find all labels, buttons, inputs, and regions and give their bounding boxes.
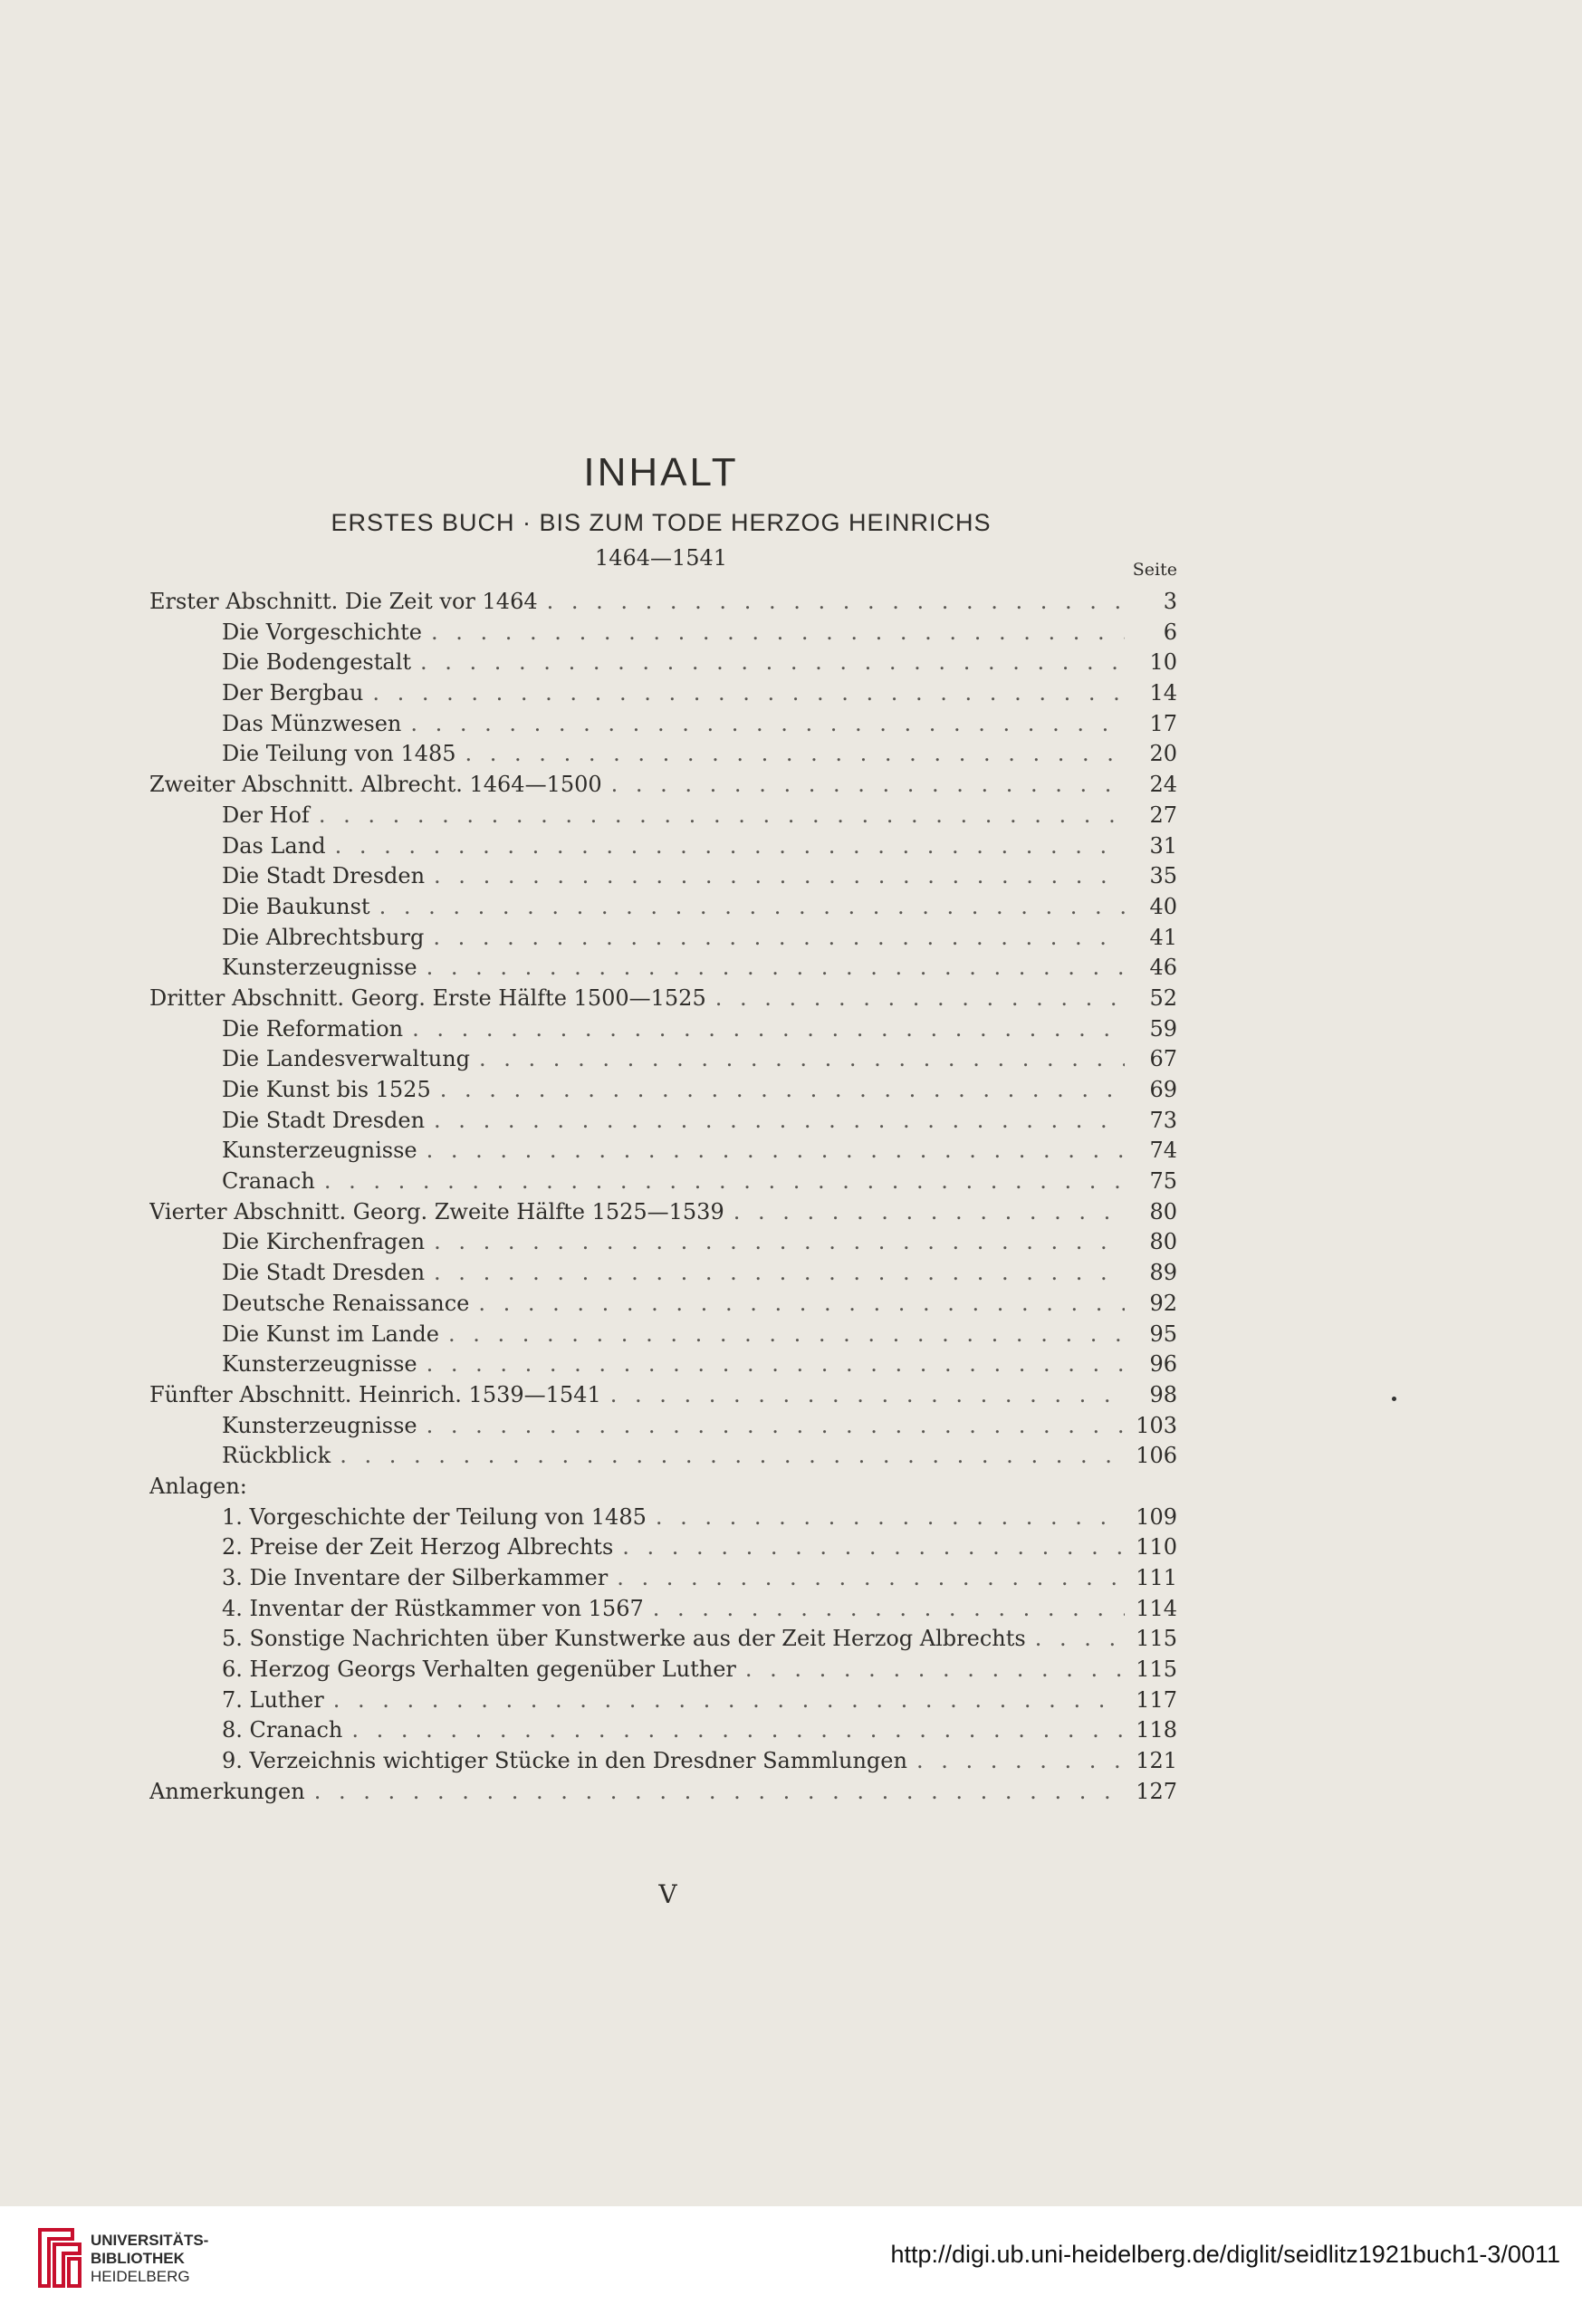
toc-leader-dots [427,1351,1125,1377]
toc-leader-dots [340,1443,1125,1468]
toc-entry-label: Die Landesverwaltung [222,1046,471,1072]
toc-entry [149,1077,1177,1108]
toc-leader-dots [433,925,1125,950]
toc-entry [149,1687,1177,1718]
toc-entry [149,1046,1177,1077]
toc-entry-label: Kunsterzeugnisse [222,955,417,981]
toc-entry-page: 80 [1149,1198,1177,1224]
toc-entry-page: 92 [1149,1290,1177,1316]
toc-entry-label: Der Hof [222,802,310,828]
toc-entry-page: 31 [1149,832,1177,859]
toc-entry [149,1413,1177,1444]
toc-entry [149,1534,1177,1565]
toc-entry-label: Zweiter Abschnitt. Albrecht. 1464—1500 [149,772,602,798]
toc-leader-dots [656,1504,1125,1530]
toc-entry-page: 73 [1149,1107,1177,1133]
toc-leader-dots [427,955,1125,980]
toc-entry-page: 24 [1149,772,1177,798]
toc-entry-page: 27 [1149,802,1177,828]
toc-entry [149,649,1177,680]
toc-entry [149,1382,1177,1413]
toc-entry-label: Vierter Abschnitt. Georg. Zweite Hälfte 1525—1539 [149,1198,724,1224]
toc-leader-dots [479,1046,1125,1071]
toc-leader-dots [733,1199,1125,1224]
toc-leader-dots [431,619,1125,645]
toc-entry-label: 7. Luther [222,1686,324,1713]
toc-entry-label: Kunsterzeugnisse [222,1351,417,1378]
toc-entry [149,863,1177,894]
toc-entry-page: 6 [1163,619,1177,645]
toc-leader-dots [611,772,1125,797]
toc-entry-label: Die Albrechtsburg [222,924,425,950]
toc-entry-page: 110 [1136,1534,1177,1561]
toc-leader-dots [351,1717,1125,1743]
toc-entry-page: 117 [1136,1686,1177,1713]
toc-entry-label: Der Bergbau [222,680,364,706]
toc-entry [149,1260,1177,1291]
toc-entry [149,1108,1177,1138]
heidelberg-library-logo-icon [36,2226,83,2290]
toc-entry [149,1657,1177,1687]
page-column-label: Seite [1132,560,1177,580]
toc-entry [149,1321,1177,1352]
toc-entry-label: Die Kunst im Lande [222,1320,439,1347]
toc-entry-label: 4. Inventar der Rüstkammer von 1567 [222,1595,644,1621]
toc-leader-dots [420,649,1125,675]
library-name-line2: BIBLIOTHEK [91,2250,185,2267]
toc-entry-page: 40 [1149,893,1177,919]
toc-leader-dots [434,1229,1125,1254]
toc-leader-dots [319,802,1125,828]
toc-entry-label: Kunsterzeugnisse [222,1412,417,1438]
toc-leader-dots [427,1413,1125,1438]
toc-entry [149,1717,1177,1748]
toc-entry-label: 6. Herzog Georgs Verhalten gegenüber Luther [222,1657,736,1683]
toc-entry-label: Die Stadt Dresden [222,863,426,889]
toc-entry-page: 115 [1136,1626,1177,1652]
toc-entry-label: Die Kunst bis 1525 [222,1077,431,1102]
toc-leader-dots [617,1565,1125,1590]
toc-entry [149,985,1177,1016]
toc-entry [149,589,1177,619]
toc-entry-page: 35 [1149,863,1177,889]
toc-leader-dots [434,863,1125,888]
page-number: V [658,1879,677,1909]
source-url[interactable]: http://digi.ub.uni-heidelberg.de/diglit/seidlitz1921buch1-3/0011 [890,2241,1560,2268]
toc-entry [149,925,1177,956]
toc-leader-dots [745,1657,1125,1682]
library-name [91,2232,208,2286]
toc-entry [149,772,1177,802]
book-subtitle: ERSTES BUCH · BIS ZUM TODE HERZOG HEINRICHS [331,509,992,536]
toc-entry [149,1199,1177,1230]
library-name-line3: HEIDELBERG [91,2268,190,2285]
toc-entry-page: 41 [1149,924,1177,950]
toc-entry [149,1565,1177,1596]
toc-entry-label: Die Stadt Dresden [222,1260,426,1286]
toc-entry-page: 59 [1149,1015,1177,1042]
toc-entry-page: 74 [1149,1138,1177,1164]
toc-leader-dots [314,1779,1125,1804]
toc-leader-dots [434,1260,1125,1285]
toc-entry [149,1748,1177,1779]
toc-entry-label: Die Vorgeschichte [222,619,423,645]
toc-entry-page: 127 [1136,1778,1177,1804]
toc-entry [149,1443,1177,1474]
toc-entry [149,1168,1177,1199]
toc-entry-page: 52 [1149,984,1177,1011]
toc-leader-dots [427,1138,1125,1163]
toc-entry [149,1138,1177,1168]
toc-entry-page: 109 [1136,1503,1177,1530]
toc-entry-label: 3. Die Inventare der Silberkammer [222,1565,609,1590]
toc-entry-label: Die Kirchenfragen [222,1229,426,1255]
toc-leader-dots [465,741,1125,766]
toc-leader-dots [335,833,1125,859]
toc-leader-dots [448,1321,1125,1347]
toc-entry-page: 89 [1149,1260,1177,1286]
toc-entry-page: 80 [1149,1229,1177,1255]
toc-entry-label: 5. Sonstige Nachrichten über Kunstwerke aus der Zeit Herzog Albrechts [222,1626,1026,1652]
toc-entry-label: Rückblick [222,1443,331,1469]
toc-entry-label: Die Baukunst [222,893,370,919]
toc-entry-label: Dritter Abschnitt. Georg. Erste Hälfte 1500—1525 [149,984,706,1011]
toc-leader-dots [410,711,1125,736]
toc-entry-page: 95 [1149,1320,1177,1347]
toc-entry-label: Erster Abschnitt. Die Zeit vor 1464 [149,589,538,614]
toc-entry-page: 67 [1149,1046,1177,1072]
toc-entry-page: 20 [1149,741,1177,767]
toc-entry-label: Kunsterzeugnisse [222,1138,417,1164]
toc-entry [149,1351,1177,1382]
toc-entry [149,619,1177,650]
toc-leader-dots [622,1534,1125,1560]
toc-entry-label: 1. Vorgeschichte der Teilung von 1485 [222,1503,647,1530]
toc-entry-label: 8. Cranach [222,1717,343,1743]
toc-leader-dots [440,1077,1125,1102]
toc-entry-page: 114 [1136,1595,1177,1621]
toc-leader-dots [478,1291,1125,1316]
toc-entry-page: 118 [1136,1717,1177,1743]
toc-entry-label: Fünfter Abschnitt. Heinrich. 1539—1541 [149,1381,601,1407]
toc-entry [149,1291,1177,1321]
library-name-line1: UNIVERSITÄTS- [91,2232,209,2249]
toc-entry-label: Das Land [222,832,326,859]
toc-entry [149,1504,1177,1535]
toc-entry [149,894,1177,925]
toc-entry [149,741,1177,772]
toc-entry [149,833,1177,864]
toc-entry-page: 106 [1136,1443,1177,1469]
toc-entry-page: 69 [1149,1077,1177,1102]
toc-entry-label: Die Stadt Dresden [222,1107,426,1133]
toc-leader-dots [547,589,1125,614]
toc-entry [149,1596,1177,1627]
toc-entry-page: 96 [1149,1351,1177,1378]
toc-entry-label: Die Reformation [222,1015,404,1042]
toc-leader-dots [412,1016,1125,1042]
toc-entry-label: Anlagen: [149,1473,247,1499]
toc-entry [149,1474,1177,1504]
page-title: INHALT [583,450,739,495]
toc-leader-dots [653,1596,1125,1621]
toc-entry [149,1779,1177,1810]
toc-entry-page: 75 [1149,1168,1177,1195]
toc-leader-dots [610,1382,1125,1407]
toc-entry-page: 111 [1136,1565,1177,1590]
toc-entry-label: Deutsche Renaissance [222,1290,470,1316]
toc-entry-page: 103 [1136,1412,1177,1438]
toc-entry [149,1229,1177,1260]
toc-leader-dots [434,1108,1125,1133]
toc-entry-page: 98 [1149,1381,1177,1407]
toc-entry-page: 121 [1136,1748,1177,1774]
toc-entry-page: 17 [1149,710,1177,736]
toc-entry-label: 9. Verzeichnis wichtiger Stücke in den Dresdner Sammlungen [222,1748,907,1774]
toc-entry [149,1626,1177,1657]
scan-speck [1392,1397,1396,1401]
toc-entry-page: 3 [1163,589,1177,614]
toc-leader-dots [324,1168,1125,1194]
book-years: 1464—1541 [594,545,728,571]
toc-entry-page: 14 [1149,680,1177,706]
toc-entry-label: 2. Preise der Zeit Herzog Albrechts [222,1534,614,1561]
toc-entry-label: Das Münzwesen [222,710,402,736]
toc-leader-dots [916,1748,1125,1773]
toc-entry-page: 46 [1149,955,1177,981]
toc-leader-dots [333,1687,1125,1713]
toc-entry-label: Die Teilung von 1485 [222,741,456,767]
toc-entry [149,955,1177,985]
toc-entry [149,711,1177,742]
toc-leader-dots [715,985,1125,1011]
digitization-footer [0,2206,1582,2324]
toc-leader-dots [379,894,1125,919]
toc-entry-label: Anmerkungen [149,1778,305,1804]
toc-entry [149,680,1177,711]
toc-entry-page: 115 [1136,1657,1177,1683]
toc-leader-dots [372,680,1125,706]
toc-leader-dots [1035,1626,1125,1651]
toc-entry-label: Die Bodengestalt [222,649,412,676]
table-of-contents [149,589,1177,1810]
toc-entry-label: Cranach [222,1168,315,1195]
toc-entry [149,802,1177,833]
toc-entry [149,1016,1177,1047]
toc-entry-page: 10 [1149,649,1177,676]
